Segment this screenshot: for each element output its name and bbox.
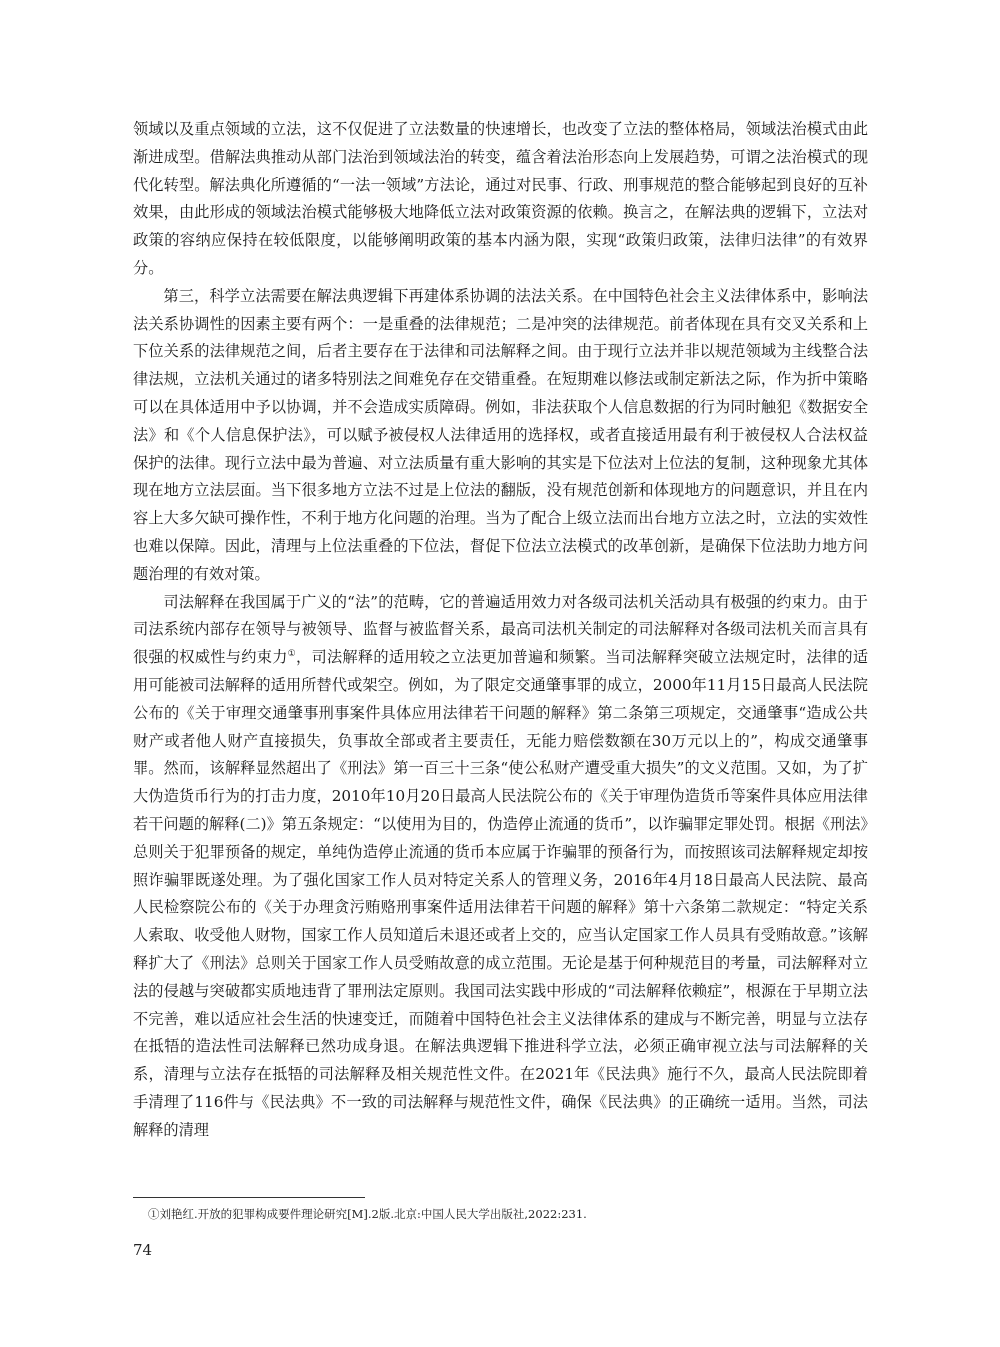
footnote-divider [133, 1197, 365, 1198]
footnote-reference-1[interactable]: ① [287, 649, 297, 660]
body-text [133, 116, 868, 1144]
paragraph-3-text-before-ref: 司法解释在我国属于广义的“法”的范畴，它的普遍适用效力对各级司法机关活动具有极强的约束力。由于司法系统内部存在领导与被领导、监督与被监督关系，最高司法机关制定的司法解释对各级司法机关而言具有很强的权威性与约束力 [133, 592, 868, 667]
footnote-1: ①刘艳红.开放的犯罪构成要件理论研究[M].2版.北京:中国人民大学出版社,2022:231. [148, 1207, 587, 1221]
paragraph-1: 领域以及重点领域的立法，这不仅促进了立法数量的快速增长，也改变了立法的整体格局，领域法治模式由此渐进成型。借解法典推动从部门法治到领域法治的转变，蕴含着法治形态向上发展趋势，可谓之法治模式的现代化转型。解法典化所遵循的“一法一领域”方法论，通过对民事、行政、刑事规范的整合能够起到良好的互补效果，由此形成的领域法治模式能够极大地降低立法对政策资源的依赖。换言之，在解法典的逻辑下，立法对政策的容纳应保持在较低限度，以能够阐明政策的基本内涵为限，实现“政策归政策，法律归法律”的有效界分。 [133, 120, 868, 277]
paragraph-3 [133, 589, 868, 1145]
page-number: 74 [133, 1241, 153, 1259]
paragraph-2: 第三，科学立法需要在解法典逻辑下再建体系协调的法法关系。在中国特色社会主义法律体系中，影响法法关系协调性的因素主要有两个：一是重叠的法律规范；二是冲突的法律规范。前者体现在具有交叉关系和上下位关系的法律规范之间，后者主要存在于法律和司法解释之间。由于现行立法并非以规范领域为主线整合法律法规，立法机关通过的诸多特别法之间难免存在交错重叠。在短期难以修法或制定新法之际，作为折中策略可以在具体适用中予以协调，并不会造成实质障碍。例如，非法获取个人信息数据的行为同时触犯《数据安全法》和《个人信息保护法》，可以赋予被侵权人法律适用的选择权，或者直接适用最有利于被侵权人合法权益保护的法律。现行立法中最为普遍、对立法质量有重大影响的其实是下位法对上位法的复制，这种现象尤其体现在地方立法层面。当下很多地方立法不过是上位法的翻版，没有规范创新和体现地方的问题意识，并且在内容上大多欠缺可操作性，不利于地方化问题的治理。当为了配合上级立法而出台地方立法之时，立法的实效性也难以保障。因此，清理与上位法重叠的下位法，督促下位法立法模式的改革创新，是确保下位法助力地方问题治理的有效对策。 [133, 286, 868, 583]
paragraph-3-text-after-ref: ，司法解释的适用较之立法更加普遍和频繁。当司法解释突破立法规定时，法律的适用可能被司法解释的适用所替代或架空。例如，为了限定交通肇事罪的成立，2000年11月15日最高人民法院公布的《关于审理交通肇事刑事案件具体应用法律若干问题的解释》第二条第三项规定，交通肇事“造成公共财产或者他人财产直接损失，负事故全部或者主要责任，无能力赔偿数额在30万元以上的”，构成交通肇事罪。然而，该解释显然超出了《刑法》第一百三十三条“使公私财产遭受重大损失”的文义范围。又如，为了扩大伪造货币行为的打击力度，2010年10月20日最高人民法院公布的《关于审理伪造货币等案件具体应用法律若干问题的解释(二)》第五条规定：“以使用为目的，伪造停止流通的货币”，以诈骗罪定罪处罚。根据《刑法》总则关于犯罪预备的规定，单纯伪造停止流通的货币本应属于诈骗罪的预备行为，而按照该司法解释规定却按照诈骗罪既遂处理。为了强化国家工作人员对特定关系人的管理义务，2016年4月18日最高人民法院、最高人民检察院公布的《关于办理贪污贿赂刑事案件适用法律若干问题的解释》第十六条第二款规定：“特定关系人索取、收受他人财物，国家工作人员知道后未退还或者上交的，应当认定国家工作人员具有受贿故意。”该解释扩大了《刑法》总则关于国家工作人员受贿故意的成立范围。无论是基于何种规范目的考量，司法解释对立法的侵越与突破都实质地违背了罪刑法定原则。我国司法实践中形成的“司法解释依赖症”，根源在于早期立法不完善，难以适应社会生活的快速变迁，而随着中国特色社会主义法律体系的建成与不断完善，明显与立法存在抵牾的造法性司法解释已然功成身退。在解法典逻辑下推进科学立法，必须正确审视立法与司法解释的关系，清理与立法存在抵牾的司法解释及相关规范性文件。在2021年《民法典》施行不久，最高人民法院即着手清理了116件与《民法典》不一致的司法解释与规范性文件，确保《民法典》的正确统一适用。当然，司法解释的清理 [133, 648, 869, 1139]
